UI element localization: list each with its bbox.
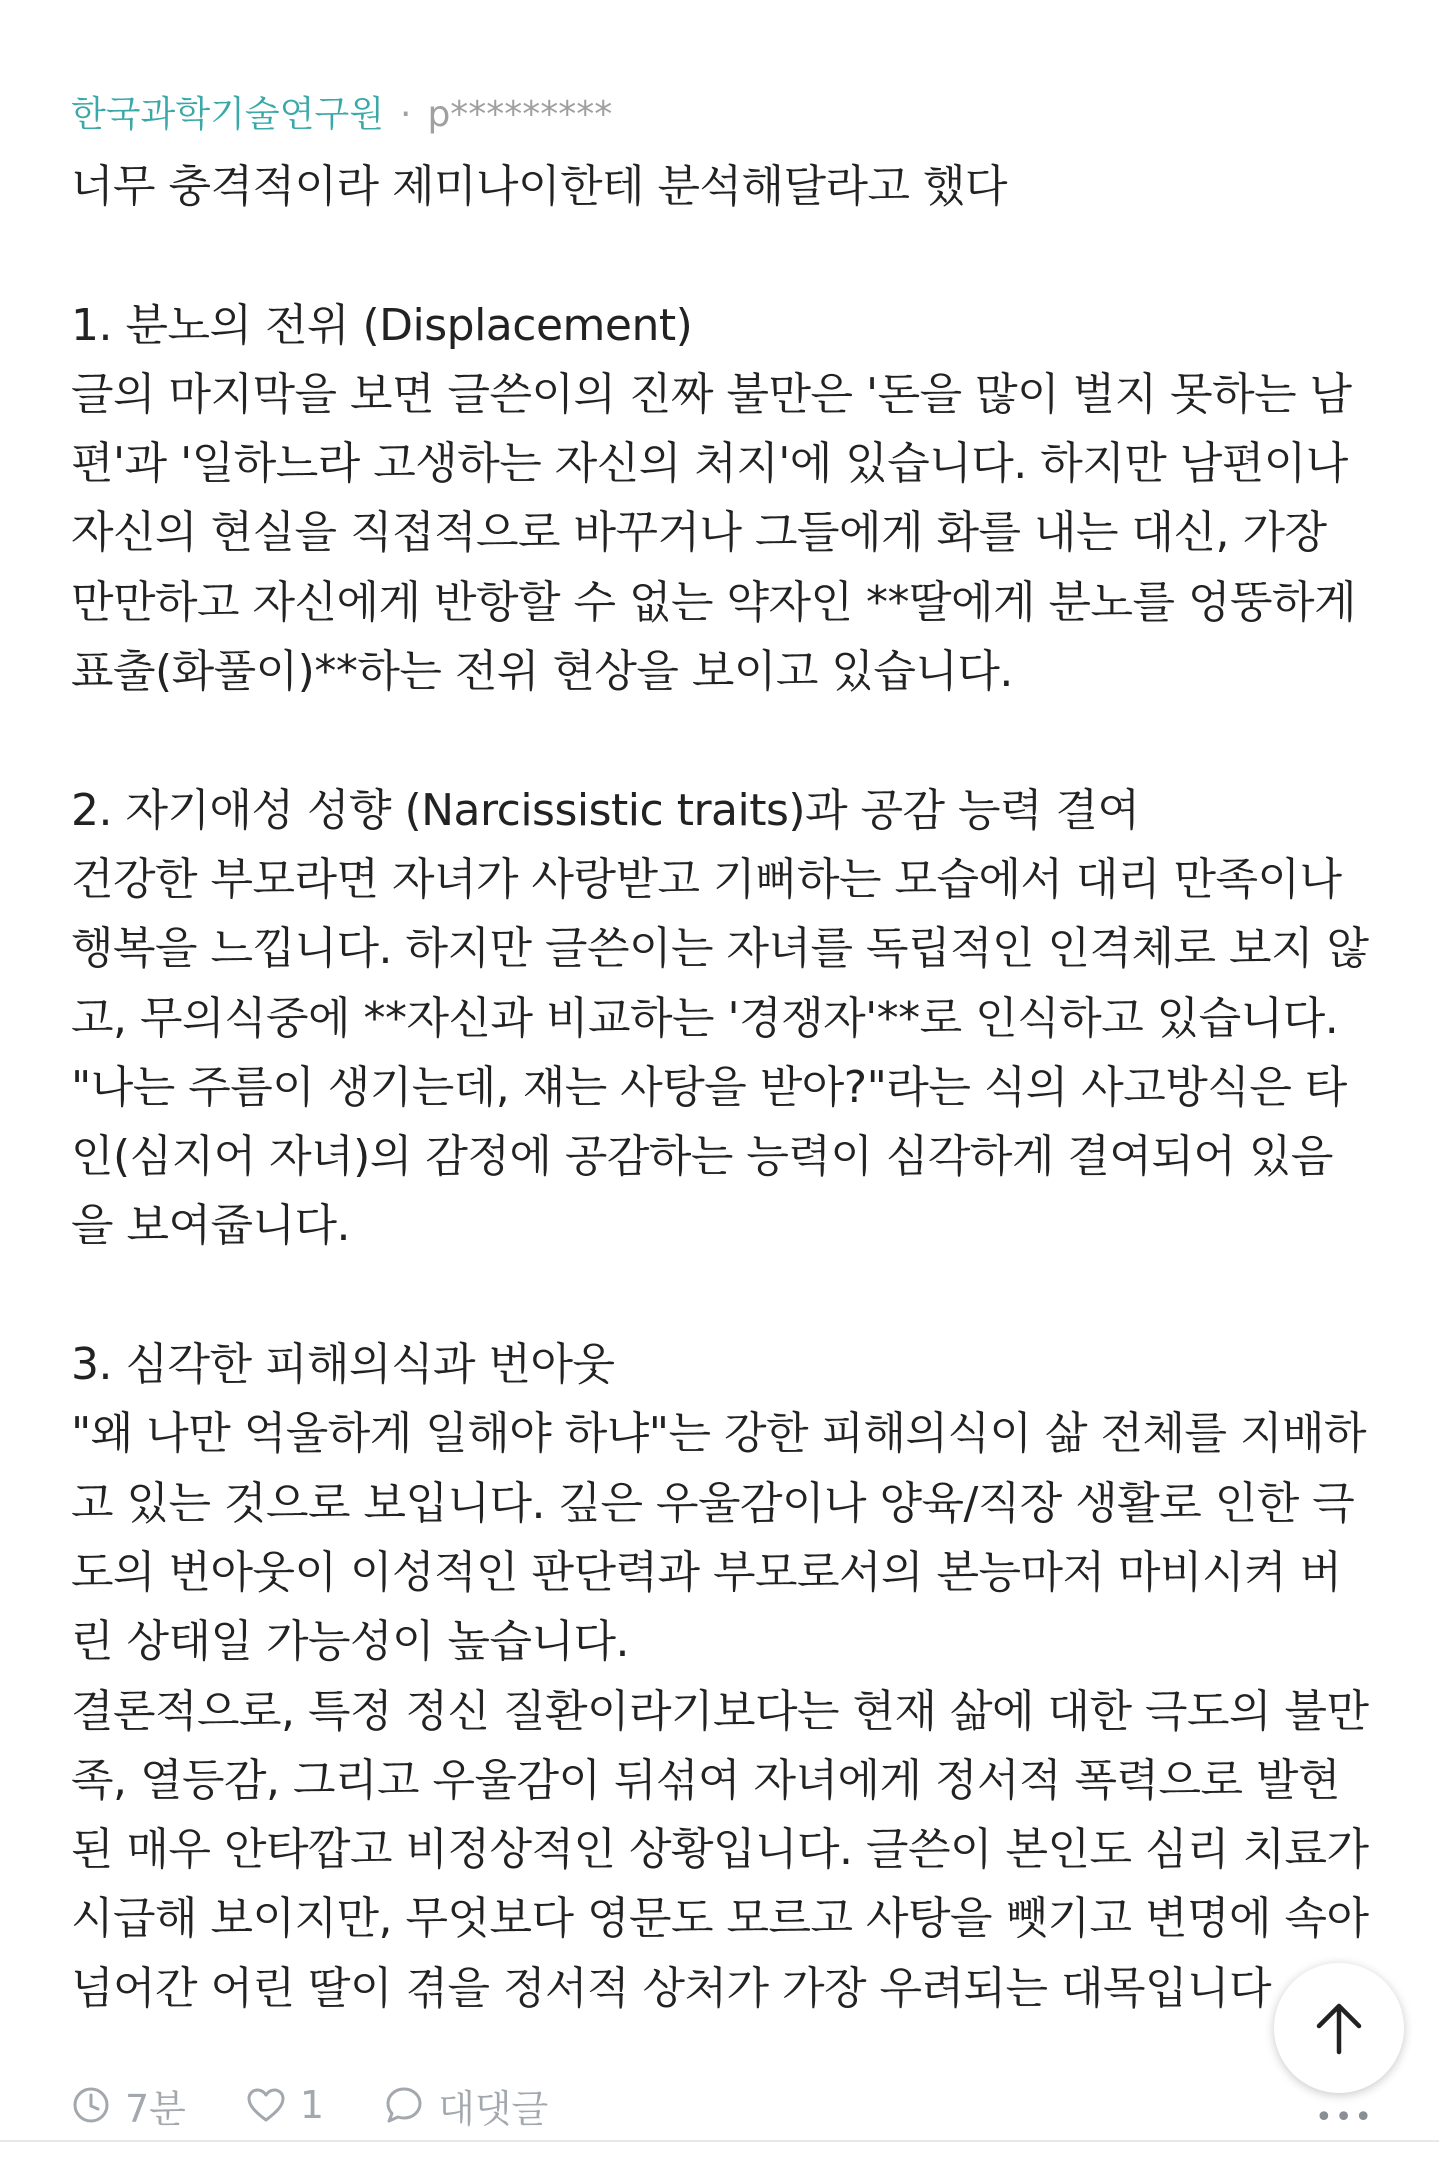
comment-line: 글의 마지막을 보면 글쓴이의 진짜 불만은 '돈을 많이 벌지 못하는 남 [71,368,1352,420]
timestamp-text: 7분 [125,2086,186,2131]
author-username[interactable]: p********* [427,94,613,135]
comment-line: 2. 자기애성 성향 (Narcissistic traits)과 공감 능력 결여 [71,784,1140,836]
comment-footer [71,2070,608,2140]
arrow-up-icon [1311,1998,1367,2058]
like-button[interactable] [246,2083,324,2127]
author-organization[interactable]: 한국과학기술연구원 [71,94,384,135]
comment-line: 표출(화풀이)**하는 전위 현상을 보이고 있습니다. [71,646,1013,698]
reply-label: 대댓글 [438,2086,549,2131]
comment-line: 너무 충격적이라 제미나이한테 분석해달라고 했다 [71,161,1008,212]
heart-icon [246,2086,286,2124]
scroll-to-top-button[interactable] [1274,1963,1404,2093]
comment-line: 자신의 현실을 직접적으로 바꾸거나 그들에게 화를 내는 대신, 가장 [71,507,1327,559]
comment-line: 을 보여줍니다. [71,1200,350,1252]
more-options-button[interactable]: ••• [1315,2100,1375,2135]
like-count: 1 [299,2083,325,2127]
comment-line: 넘어간 어린 딸이 겪을 정서적 상처가 가장 우려되는 대목입니다 [71,1962,1271,2014]
comment-line: 된 매우 안타깝고 비정상적인 상황입니다. 글쓴이 본인도 심리 치료가 [71,1824,1369,1876]
comment-line: 1. 분노의 전위 (Displacement) [71,299,693,351]
comment-line: "나는 주름이 생기는데, 쟤는 사탕을 받아?"라는 식의 사고방식은 타 [71,1061,1347,1113]
meta-separator: · [399,94,412,135]
comment-line: 인(심지어 자녀)의 감정에 공감하는 능력이 심각하게 결여되어 있음 [71,1131,1333,1183]
comment-line: 3. 심각한 피해의식과 번아웃 [71,1339,615,1391]
comment-line: 린 상태일 가능성이 높습니다. [71,1616,629,1668]
reply-button[interactable] [384,2078,548,2133]
comment-line: 행복을 느낍니다. 하지만 글쓴이는 자녀를 독립적인 인격체로 보지 않 [71,923,1369,975]
timestamp [71,2078,186,2133]
blank-line [71,221,1371,290]
comment-line: 족, 열등감, 그리고 우울감이 뒤섞여 자녀에게 정서적 폭력으로 발현 [71,1754,1340,1806]
comment-meta [71,82,1371,148]
divider [0,2140,1439,2142]
comment-line: 편'과 '일하느라 고생하는 자신의 처지'에 있습니다. 하지만 남편이나 [71,438,1348,490]
comment-line: 고, 무의식중에 **자신과 비교하는 '경쟁자'**로 인식하고 있습니다. [71,992,1339,1044]
comment-body [71,152,1371,2023]
comment-line: 고 있는 것으로 보입니다. 깊은 우울감이나 양육/직장 생활로 인한 극 [71,1477,1355,1529]
comment-line: 건강한 부모라면 자녀가 사랑받고 기뻐하는 모습에서 대리 만족이나 [71,853,1342,905]
comment-line: "왜 나만 억울하게 일해야 하냐"는 강한 피해의식이 삶 전체를 지배하 [71,1408,1366,1460]
clock-icon [71,2085,111,2125]
comment-line: 시급해 보이지만, 무엇보다 영문도 모르고 사탕을 뺏기고 변명에 속아 [71,1893,1369,1945]
comment-line: 도의 번아웃이 이성적인 판단력과 부모로서의 본능마저 마비시켜 버 [71,1546,1342,1598]
comment-line: 만만하고 자신에게 반항할 수 없는 약자인 **딸에게 분노를 엉뚱하게 [71,576,1356,628]
blank-line [71,1261,1371,1330]
speech-bubble-icon [384,2085,424,2125]
blank-line [71,706,1371,775]
comment-line: 결론적으로, 특정 정신 질환이라기보다는 현재 삶에 대한 극도의 불만 [71,1685,1369,1737]
comment [71,82,1371,2023]
